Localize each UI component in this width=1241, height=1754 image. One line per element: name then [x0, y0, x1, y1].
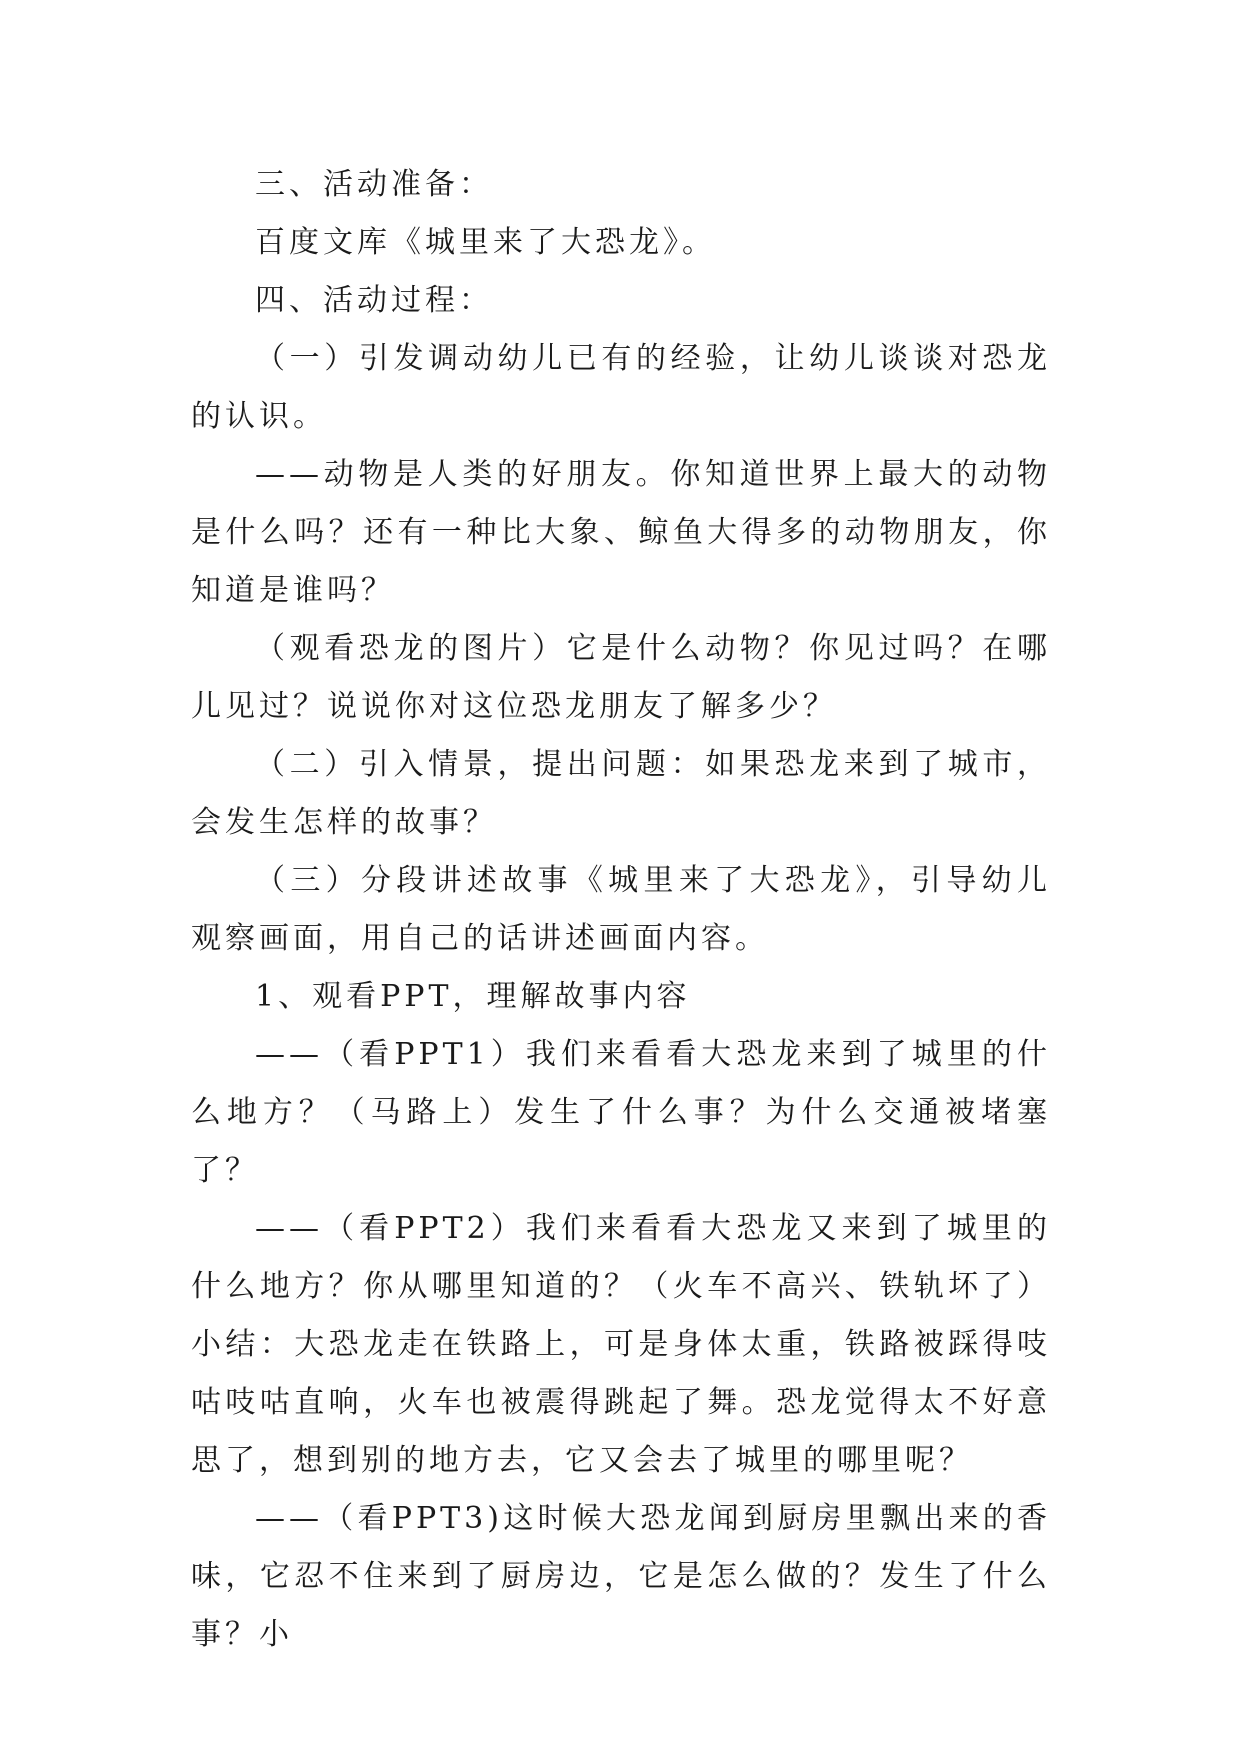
paragraph: ——动物是人类的好朋友。你知道世界上最大的动物是什么吗？还有一种比大象、鲸鱼大得多的动物朋友，你知道是谁吗？	[191, 457, 1051, 608]
section-heading-preparation: 三、活动准备：	[255, 167, 493, 202]
paragraph: ——（看PPT1）我们来看看大恐龙来到了城里的什么地方？（马路上）发生了什么事？为什么交通被堵塞了？	[191, 1037, 1051, 1188]
paragraph: （三）分段讲述故事《城里来了大恐龙》，引导幼儿观察画面，用自己的话讲述画面内容。	[191, 863, 1051, 956]
paragraph: 1、观看PPT，理解故事内容	[255, 979, 691, 1014]
paragraph: （二）引入情景，提出问题：如果恐龙来到了城市，会发生怎样的故事？	[191, 747, 1051, 840]
paragraph: （观看恐龙的图片）它是什么动物？你见过吗？在哪儿见过？说说你对这位恐龙朋友了解多少？	[191, 631, 1051, 724]
document-body	[191, 156, 1051, 1664]
paragraph: ——（看PPT3)这时候大恐龙闻到厨房里飘出来的香味，它忍不住来到了厨房边，它是怎么做的？发生了什么事？小	[191, 1501, 1051, 1652]
paragraph: 百度文库《城里来了大恐龙》。	[255, 225, 716, 260]
paragraph: （一）引发调动幼儿已有的经验，让幼儿谈谈对恐龙的认识。	[191, 341, 1051, 434]
paragraph: ——（看PPT2）我们来看看大恐龙又来到了城里的什么地方？你从哪里知道的？（火车不高兴、铁轨坏了）小结：大恐龙走在铁路上，可是身体太重，铁路被踩得吱咕吱咕直响，火车也被震得跳起了舞。恐龙觉得太不好意思了，想到别的地方去，它又会去了城里的哪里呢？	[191, 1211, 1051, 1478]
section-heading-process: 四、活动过程：	[255, 283, 493, 318]
